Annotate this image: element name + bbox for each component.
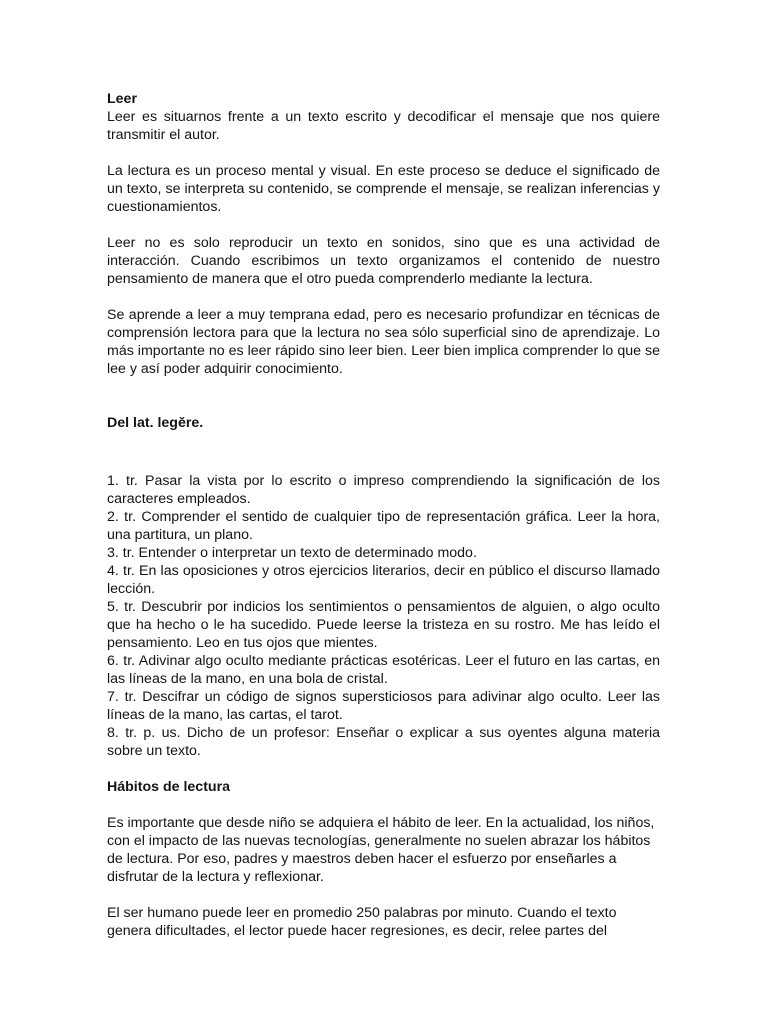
definitions-list (107, 472, 660, 760)
definition-item: 3. tr. Entender o interpretar un texto de determinado modo. (107, 545, 477, 561)
definition-item: 2. tr. Comprender el sentido de cualquier tipo de representación gráfica. Leer la hora, una partitura, un plano. (107, 509, 660, 543)
definition-item: 5. tr. Descubrir por indicios los sentimientos o pensamientos de alguien, o algo oculto que ha hecho o le ha sucedido. Puede leerse la tristeza en su rostro. Me has leído el pensamiento. Leo en tus ojos que mientes. (107, 599, 660, 651)
definition-item: 6. tr. Adivinar algo oculto mediante prácticas esotéricas. Leer el futuro en las cartas, en las líneas de la mano, en una bola de cristal. (107, 653, 660, 687)
document-page (107, 90, 660, 940)
habits-paragraph-1: Es importante que desde niño se adquiera el hábito de leer. En la actualidad, los niños, con el impacto de las nuevas tecnologías, generalmente no suelen abrazar los hábitos de lectura. Por eso, padres y maestros deben hacer el esfuerzo por enseñarles a disfrutar de la lectura y reflexionar. (107, 815, 655, 885)
habits-heading: Hábitos de lectura (107, 779, 230, 795)
paragraph-2: Leer no es solo reproducir un texto en sonidos, sino que es una actividad de interacción. Cuando escribimos un texto organizamos el contenido de nuestro pensamiento de manera que el otro pueda comprenderlo mediante la lectura. (107, 235, 660, 287)
paragraph-1: La lectura es un proceso mental y visual. En este proceso se deduce el significado de un texto, se interpreta su contenido, se comprende el mensaje, se realizan inferencias y cuestionamientos. (107, 163, 660, 215)
definition-item: 4. tr. En las oposiciones y otros ejercicios literarios, decir en público el discurso llamado lección. (107, 563, 660, 597)
paragraph-3: Se aprende a leer a muy temprana edad, pero es necesario profundizar en técnicas de comprensión lectora para que la lectura no sea sólo superficial sino de aprendizaje. Lo más importante no es leer rápido sino leer bien. Leer bien implica comprender lo que se lee y así poder adquirir conocimiento. (107, 307, 660, 377)
title-heading: Leer (107, 91, 137, 107)
habits-paragraph-2: El ser humano puede leer en promedio 250 palabras por minuto. Cuando el texto genera dificultades, el lector puede hacer regresiones, es decir, relee partes del (107, 905, 617, 939)
etymology-heading: Del lat. legĕre. (107, 415, 204, 431)
intro-paragraph: Leer es situarnos frente a un texto escrito y decodificar el mensaje que nos quiere transmitir el autor. (107, 109, 660, 143)
definition-item: 8. tr. p. us. Dicho de un profesor: Enseñar o explicar a sus oyentes alguna materia sobre un texto. (107, 725, 660, 759)
definition-item: 1. tr. Pasar la vista por lo escrito o impreso comprendiendo la significación de los caracteres empleados. (107, 473, 660, 507)
definition-item: 7. tr. Descifrar un código de signos supersticiosos para adivinar algo oculto. Leer las líneas de la mano, las cartas, el tarot. (107, 689, 660, 723)
